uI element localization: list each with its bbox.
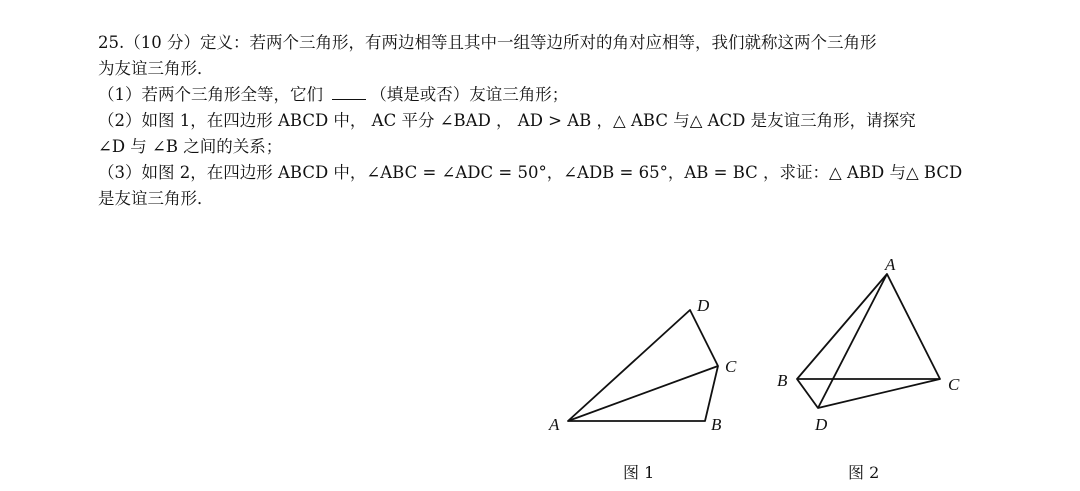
- question-2-line1: （2）如图 1，在四边形 ABCD 中， AC 平分 ∠BAD ， AD > AB ，△ ABC 与△ ACD 是友谊三角形，请探究: [98, 111, 916, 130]
- problem-statement-line2: 为友谊三角形．: [98, 59, 214, 78]
- figure-2-label-a: A: [885, 255, 896, 274]
- figure-2-label-b: B: [777, 371, 788, 390]
- figure-2-diagonal-ad: [818, 274, 887, 408]
- figure-2: [777, 255, 960, 482]
- figure-1-diagonal-ac: [568, 366, 718, 421]
- figure-1: [548, 296, 737, 482]
- question-1-text: （1）若两个三角形全等，它们: [98, 85, 329, 104]
- question-2-line2: ∠D 与 ∠B 之间的关系；: [98, 137, 283, 156]
- question-1-suffix: （填是或否）友谊三角形；: [370, 85, 569, 104]
- figure-1-label-a: A: [549, 415, 560, 434]
- figure-1-label-c: C: [725, 357, 737, 376]
- figure-2-caption: 图 2: [848, 463, 880, 482]
- figure-2-label-c: C: [948, 375, 960, 394]
- figure-2-quadrilateral: [797, 274, 940, 408]
- question-3-line2: 是友谊三角形．: [98, 189, 214, 208]
- question-3-line1: （3）如图 2，在四边形 ABCD 中，∠ABC = ∠ADC = 50°，∠ADB = 65°，AB = BC ，求证：△ ABD 与△ BCD: [98, 163, 963, 182]
- figure-1-caption: 图 1: [623, 463, 655, 482]
- figure-1-label-b: B: [711, 415, 722, 434]
- figure-1-quadrilateral: [568, 310, 718, 421]
- figure-1-label-d: D: [697, 296, 710, 315]
- figure-2-label-d: D: [815, 415, 828, 434]
- problem-statement-line1: 25.（10 分）定义：若两个三角形，有两边相等且其中一组等边所对的角对应相等，我们就称这两个三角形: [98, 33, 877, 52]
